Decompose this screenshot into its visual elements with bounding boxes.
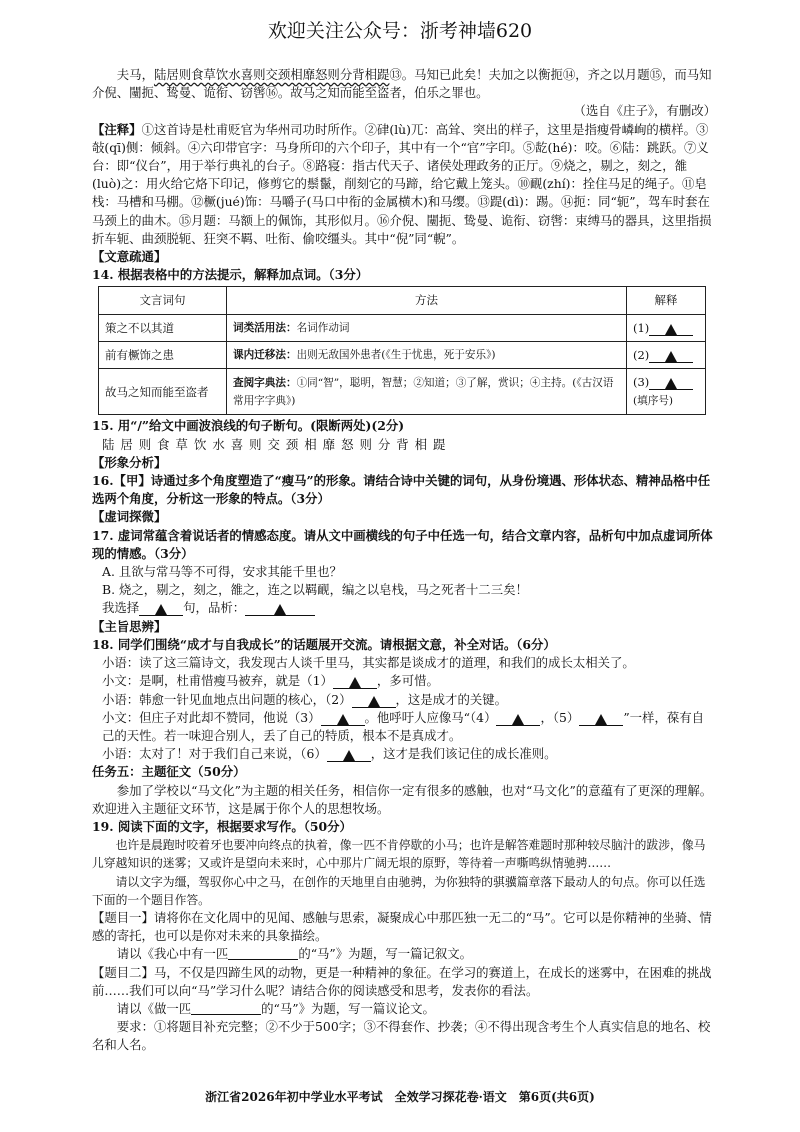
triangle-icon <box>665 351 677 362</box>
method-text: 出则无敌国外患者(《生于忧患，死于安乐》) <box>296 348 496 361</box>
triangle-icon <box>155 604 167 615</box>
answer-blank[interactable] <box>649 321 693 336</box>
row-answer[interactable] <box>627 369 706 415</box>
triangle-icon <box>595 714 607 725</box>
notes <box>92 121 716 248</box>
triangle-icon <box>368 696 380 707</box>
method-text: 名词作动词 <box>296 321 350 334</box>
blank-4[interactable] <box>496 711 540 726</box>
dialog-line <box>92 709 716 745</box>
row-method <box>227 369 627 415</box>
q17-option-b[interactable]: B. 烧之，剔之，刻之，雒之，连之以羁䩄，编之以皂栈，马之死者十二三矣！ <box>102 582 528 598</box>
triangle-icon <box>349 677 361 688</box>
section-theme: 【主旨思辨】 <box>92 618 167 634</box>
task5-title: 任务五：主题征文（50分） <box>92 764 246 780</box>
dialog-text: 小文：是啊，杜甫惜瘦马被弃，就是（1） <box>102 673 333 689</box>
q17-options <box>92 563 716 618</box>
dialog-line <box>92 672 716 690</box>
method-title: 词类活用法： <box>233 321 297 334</box>
page-body <box>92 66 716 1055</box>
dialog-line <box>92 745 716 763</box>
table-row <box>99 341 706 368</box>
passage-text: 夫马， <box>116 67 154 82</box>
q17-option-a[interactable]: A. 且欲与常马等不可得，安求其能千里也？ <box>102 564 342 580</box>
row-phrase: 故马之知而能至盗者 <box>99 369 227 415</box>
title-blank[interactable] <box>228 945 298 960</box>
table-row <box>99 314 706 341</box>
answer-label: (3) <box>633 375 650 390</box>
triangle-icon <box>512 714 524 725</box>
triangle-icon <box>274 604 286 615</box>
triangle-icon <box>665 324 677 335</box>
q19-prompt: 也许是晨跑时咬着牙也要冲向终点的执着，像一匹不肯停歇的小马；也许是解答难题时那种较尽脑汁的跋涉，像马儿穿越知识的迷雾；又或许是望向未来时，心中那片广阔无垠的原野，等待着一声嘶鸣纵情驰骋…… <box>92 838 706 871</box>
method-title: 查阅字典法： <box>233 376 297 389</box>
row-answer[interactable] <box>627 314 706 341</box>
req-text: 的“马”》为题，写一篇议论文。 <box>261 1000 435 1016</box>
q17-stem: 17. 虚词常蕴含着说话者的情感态度。请从文中画横线的句子中任选一句，结合文章内容，品析句中加点虚词所体现的情感。（3分） <box>92 527 713 561</box>
q18-dialog <box>92 654 716 763</box>
dialog-text: 小语：韩愈一针见血地点出问题的核心，（2） <box>102 691 352 707</box>
dialog-text: ”一样，葆有自己的天性。若一味迎合别人，丢了自己的特质，根本不是真成才。 <box>102 709 705 743</box>
req-text: 请以《做一匹 <box>116 1000 192 1016</box>
row-answer[interactable] <box>627 341 706 368</box>
blank-5[interactable] <box>579 711 623 726</box>
method-title: 课内迁移法： <box>233 348 297 361</box>
blank-3[interactable] <box>321 711 365 726</box>
q19-stem: 19. 阅读下面的文字，根据要求写作。（50分） <box>92 818 352 834</box>
dialog-line: 小语：读了这三篇诗文，我发现古人谈千里马，其实都是谈成才的道理，和我们的成长太相关了。 <box>102 655 635 671</box>
table-row <box>99 369 706 415</box>
row-method <box>227 341 627 368</box>
dialog-text: 小语：太对了！对于我们自己来说，（6） <box>102 746 327 762</box>
q15-stem: 15. 用“/”给文中画波浪线的句子断句。(限断两处)(2分) <box>92 418 405 434</box>
req-text: 的“马”》为题，写一篇记叙文。 <box>298 946 473 962</box>
q19-topic-1: 【题目一】请将你在文化周中的见闻、感触与思索，凝聚成心中那匹独一无二的“马”。它可以是你精神的坐骑、情感的寄托，也可以是你对未来的具象描绘。 <box>92 909 712 944</box>
dialog-text: 小文：但庄子对此却不赞同，他说（3） <box>102 709 321 725</box>
blank-1[interactable] <box>333 674 377 689</box>
passage-source: （选自《庄子》，有删改） <box>573 103 716 119</box>
table-header: 解释 <box>627 287 706 314</box>
q18-stem: 18. 同学们围绕“成才与自我成长”的话题展开交流。请根据文意，补全对话。（6分） <box>92 636 556 652</box>
triangle-icon <box>665 378 677 389</box>
dialog-line <box>92 691 716 709</box>
q16-stem: 16.【甲】诗通过多个角度塑造了“瘦马”的形象。请结合诗中关键的词句，从身份境遇、形体状态、精神品格中任选两个角度，分析这一形象的特点。（3分） <box>92 473 711 507</box>
passage-paragraph <box>92 66 716 102</box>
notes-label: 【注释】 <box>92 121 142 137</box>
row-method <box>227 314 627 341</box>
blank-6[interactable] <box>327 747 371 762</box>
row-phrase: 前有橛饰之患 <box>99 341 227 368</box>
task5-intro: 参加了学校以“马文化”为主题的相关任务，相信你一定有很多的感触，也对“马文化”的意蕴有了更深的理解。欢迎进入主题征文环节，这是属于你个人的思想牧场。 <box>92 782 713 816</box>
q17-answer-line <box>102 599 716 617</box>
choice-blank[interactable] <box>139 601 183 616</box>
method-text: ①同“智”，聪明，智慧；②知道；③了解，赏识；④主持。(《古汉语常用字字典》) <box>233 376 614 407</box>
dialog-text: ，（5） <box>540 709 580 725</box>
blank-2[interactable] <box>352 693 396 708</box>
wavy-sentence: 陆居则食草饮水喜则交颈相靡怒则分背相踶 <box>153 67 390 82</box>
req-text: 请以《我心中有一匹 <box>116 946 229 962</box>
dialog-text: ，这是成才的关键。 <box>395 691 508 707</box>
analysis-blank[interactable] <box>245 601 315 616</box>
page-footer: 浙江省2026年初中学业水平考试 全效学习探花卷·语文 第6页(共6页) <box>205 1090 595 1104</box>
answer-blank[interactable] <box>649 348 693 363</box>
section-wenyi: 【文意疏通】 <box>92 249 167 265</box>
answer-label: (2) <box>633 347 650 362</box>
triangle-icon <box>337 714 349 725</box>
answer-label: (1) <box>633 320 650 335</box>
dialog-text: ，这才是我们该记住的成长准则。 <box>370 746 557 762</box>
table-header: 文言词句 <box>99 287 227 314</box>
triangle-icon <box>343 750 355 761</box>
table-header: 方法 <box>227 287 627 314</box>
section-image: 【形象分析】 <box>92 454 167 470</box>
answer-note: (填序号) <box>633 395 674 408</box>
q19-topic-2-req <box>92 1000 716 1018</box>
q19-requirements: 要求：①将题目补充完整；②不少于500字；③不得套作、抄袭；④不得出现含考生个人真实信息的地名、校名和人名。 <box>92 1019 711 1053</box>
q19-topic-2: 【题目二】马，不仅是四蹄生风的动物，更是一种精神的象征。在学习的赛道上，在成长的迷雾中，在困难的挑战前……我们可以向“马”学习什么呢？请结合你的阅读感受和思考，发表你的看法。 <box>92 964 712 998</box>
answer-blank[interactable] <box>649 375 693 390</box>
dialog-text: 。他呼吁人应像马“（4） <box>364 709 497 725</box>
choose-label: 我选择 <box>102 600 140 616</box>
notes-text: ①这首诗是杜甫贬官为华州司功时所作。②硉(lù)兀：高耸、突出的样子，这里是指瘦骨嶙峋的横样。③敧(qī)侧：倾斜。④六印带官字：马身所印的六个印子，其中有一个“官”字印。⑤龁(hé)：咬。⑥陆：跳跃。⑦义台：即“仪台”，用于举行典礼的台子。⑧路寝：指古代天子、诸侯处理政务的正厅。⑨烧之，剔之，刻之，雒(luò)之：用火给它烙下印记，修剪它的鬃鬣，削刻它的马蹄，给它戴上笼头。⑩䩄(zhí)：拴住马足的绳子。⑪皂栈：马槽和马棚。⑫橛(jué)饰：马嚼子(马口中衔的金属横木)和马缨。⑬踶(dì)：踢。⑭扼：同“轭”，驾车时套在马颈上的曲木。⑮月题：马额上的佩饰，其形似月。⑯介倪、闉扼、鸷曼、诡衔、窃辔：束缚马的器具，这里指损折车轭、曲颈脱轭、狂突不羁、吐衔、偷咬缰头。其中“倪”同“輗”。 <box>92 121 712 246</box>
page-header: 欢迎关注公众号：浙考神墙620 <box>267 20 533 42</box>
title-blank[interactable] <box>191 1000 261 1015</box>
q19-prompt: 请以文字为缰，驾驭你心中之马，在创作的天地里自由驰骋，为你独特的骐骥篇章落下最动人的句点。你可以任选下面的一个题目作答。 <box>92 874 706 907</box>
dialog-text: ，多可惜。 <box>376 673 439 689</box>
q14-stem: 14. 根据表格中的方法提示，解释加点词。（3分） <box>92 267 369 283</box>
analysis-label: 句，品析： <box>183 600 246 616</box>
row-phrase: 策之不以其道 <box>99 314 227 341</box>
q14-table <box>98 286 706 415</box>
q19-topic-1-req <box>92 945 716 963</box>
q15-sentence[interactable]: 陆居则食草饮水喜则交颈相靡怒则分背相踶 <box>102 436 452 452</box>
passage-text: ⑬。马知已此矣！夫加之以衡扼⑭，齐之以月题⑮，而马知介倪、闉扼、鸷曼、诡衔、窃辔⑯。故马之知而能至盗者，伯乐之罪也。 <box>92 67 712 101</box>
section-xuci: 【虚词探微】 <box>92 509 167 525</box>
